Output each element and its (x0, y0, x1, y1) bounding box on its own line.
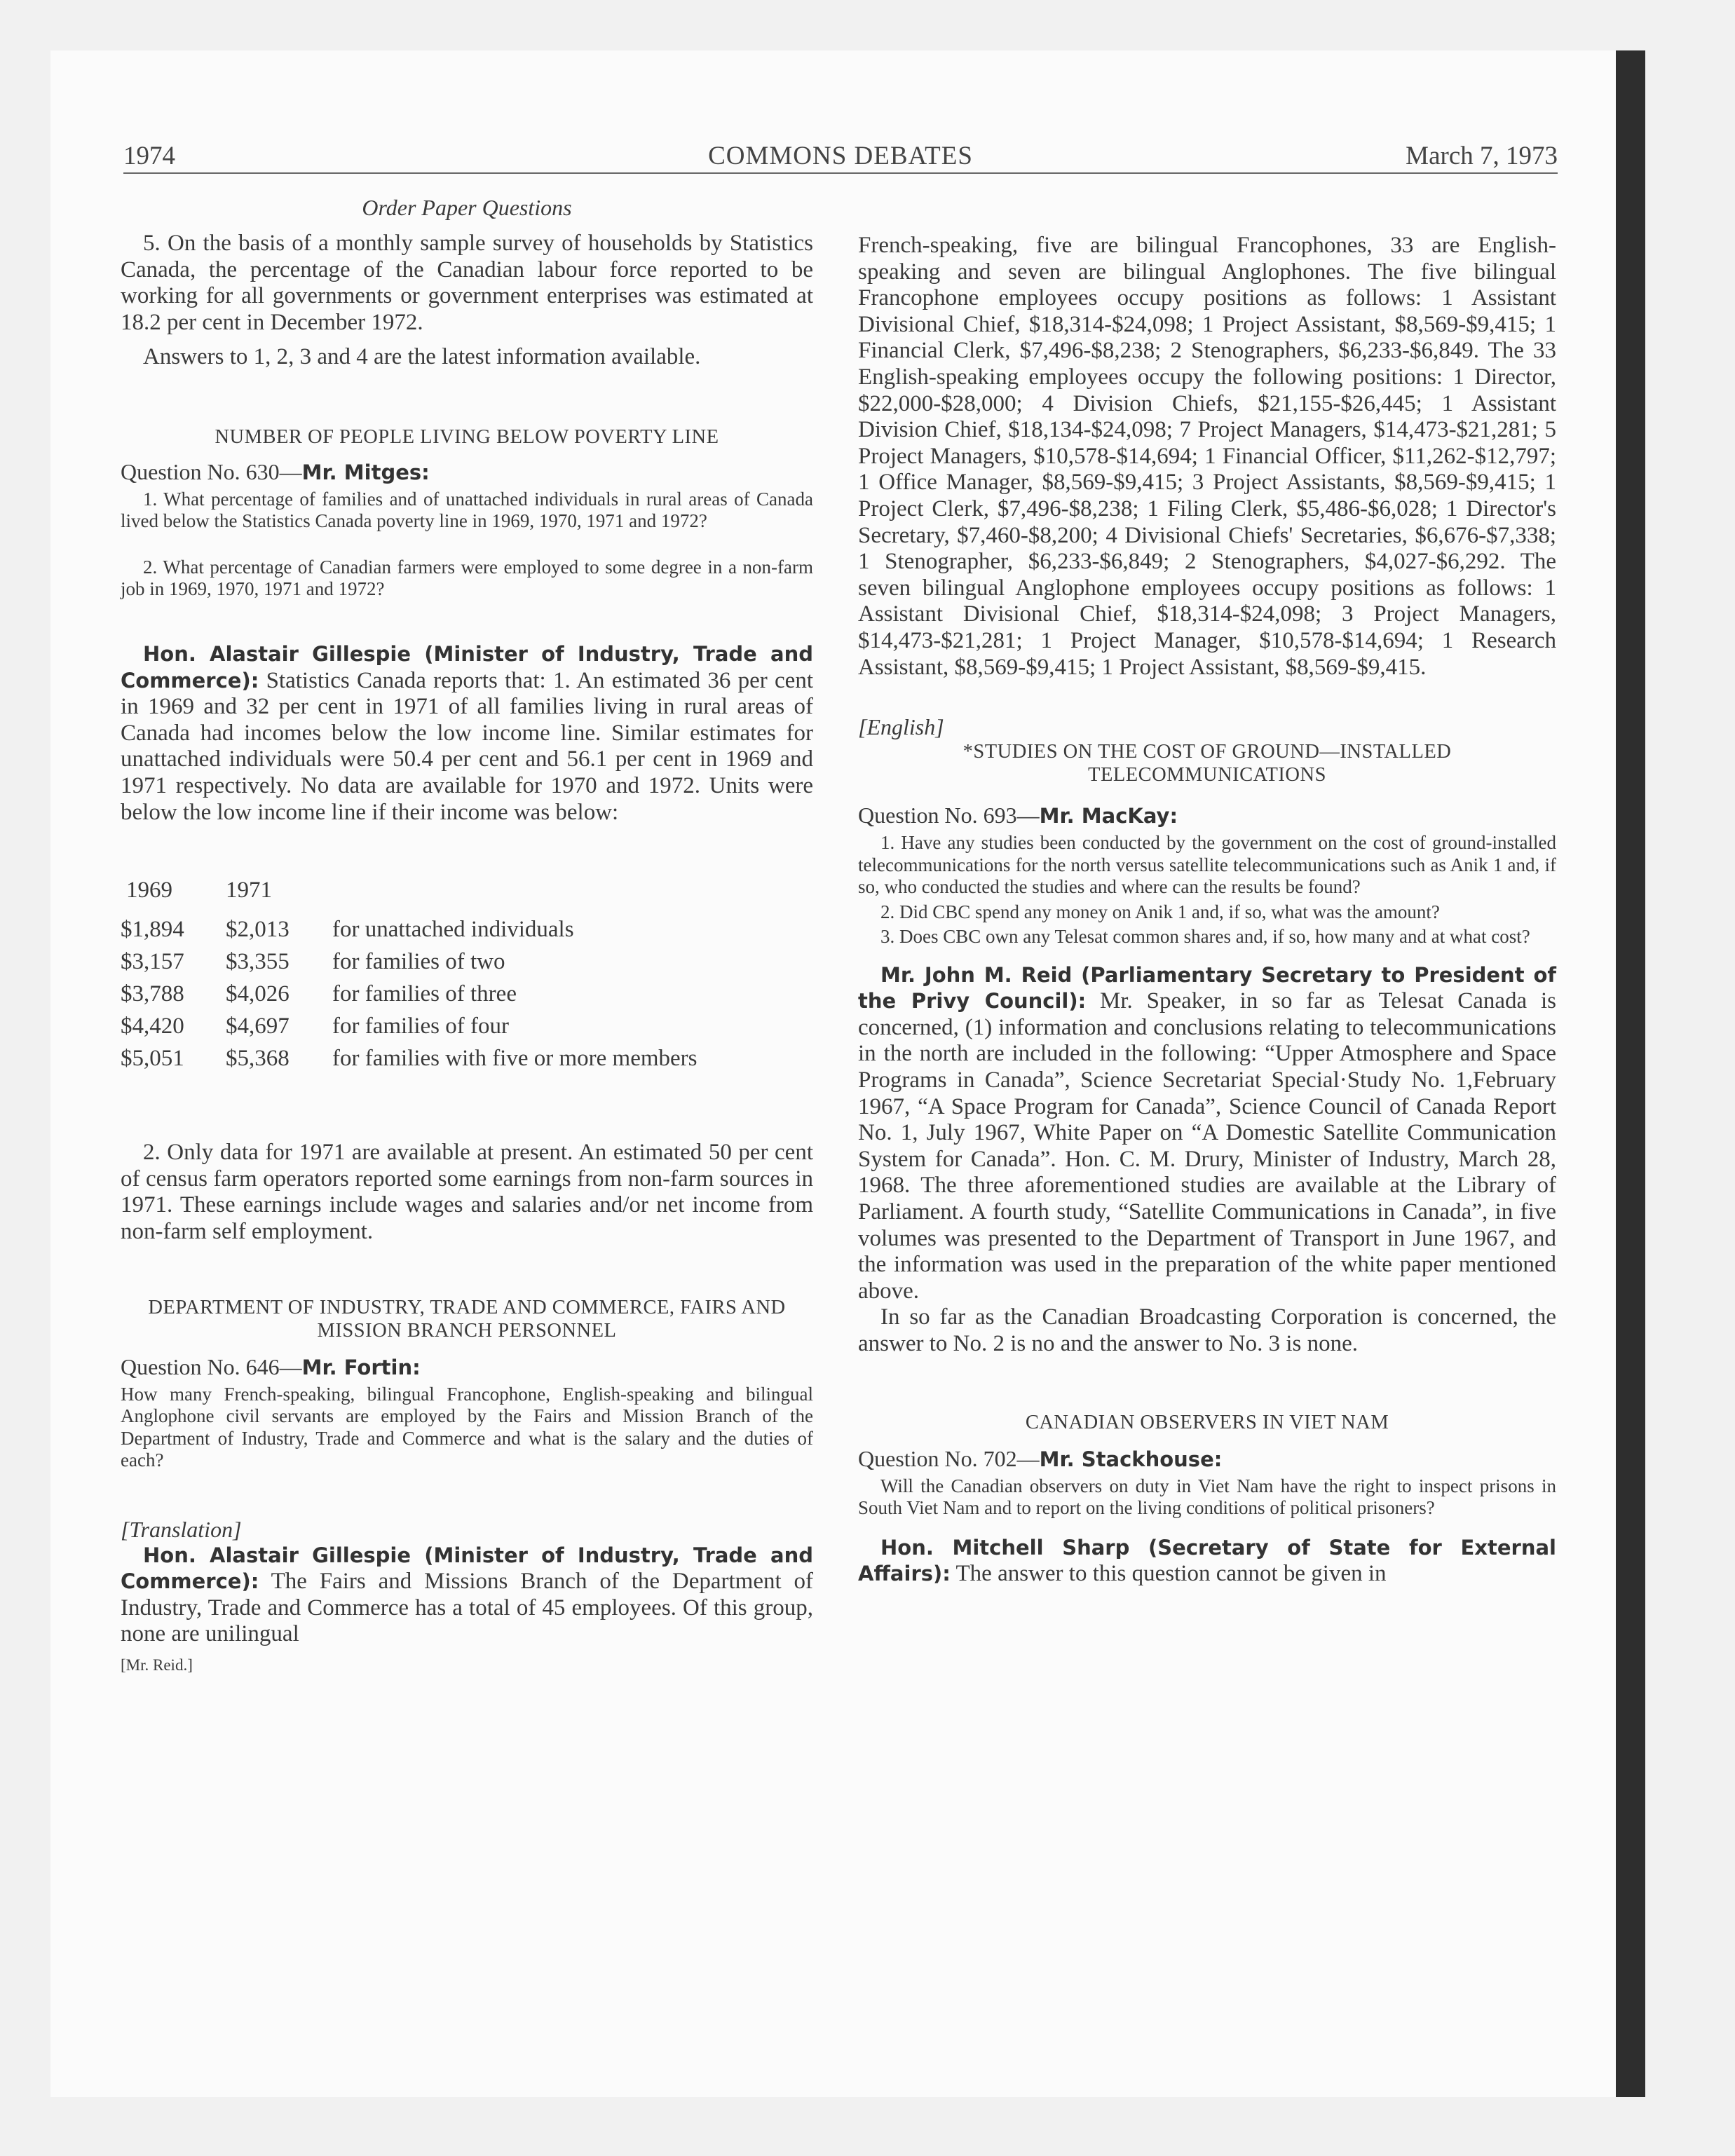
section-heading: *STUDIES ON THE COST OF GROUND—INSTALLED TELECOMMUNICATIONS (962, 741, 1452, 786)
section-heading: CANADIAN OBSERVERS IN VIET NAM (1025, 1411, 1389, 1433)
table-cell: $3,355 (226, 949, 290, 975)
table-cell: for families with five or more members (332, 1046, 698, 1072)
table-cell: $2,013 (226, 917, 290, 943)
member-name: Mr. Mitges: (301, 460, 430, 484)
table-row (121, 1043, 698, 1075)
language-tag: [Translation] (121, 1516, 242, 1542)
question-text: Will the Canadian observers on duty in Viet Nam have the right to inspect prisons in South Viet Nam and to report on the living conditions of political prisoners? (858, 1475, 1556, 1518)
member-name: Mr. Fortin: (301, 1355, 421, 1379)
table-row (121, 914, 698, 946)
speaker-tag: [Mr. Reid.] (121, 1656, 193, 1674)
table-cell: $4,697 (226, 1014, 290, 1039)
question-number: Question No. 630— (121, 458, 302, 484)
page-number: 1974 (123, 142, 175, 170)
table-header-row (121, 875, 698, 907)
paragraph: Answers to 1, 2, 3 and 4 are the latest information available. (143, 344, 701, 370)
table-row (121, 978, 698, 1011)
answer-text: Statistics Canada reports that: 1. An estimated 36 per cent in 1969 and 32 per cent in 1971 of all families living in rural areas of Canada had incomes below the low income line. Similar estimates for unattached individuals were 50.4 per cent and 56.1 per cent in 1969 and 1971 respectively. No data are available for 1970 and 1972. Units were below the low income line if their income was below: (121, 667, 813, 825)
table-row (121, 946, 698, 978)
income-table (121, 875, 698, 1075)
speaker-name: Hon. Mitchell Sharp (Secretary of State for External Affairs): (858, 1535, 1556, 1586)
question-number: Question No. 693— (858, 803, 1040, 828)
speaker-name: Mr. John M. Reid (Parliamentary Secretary to President of the Privy Council): (858, 962, 1556, 1014)
answer-paragraph (858, 1535, 1556, 1588)
table-cell: $1,894 (121, 917, 184, 943)
answer-paragraph (858, 962, 1556, 1305)
table-header: 1969 (126, 878, 172, 903)
section-title: Order Paper Questions (362, 195, 572, 220)
table-cell: $3,788 (121, 981, 184, 1007)
answer-text: The Fairs and Missions Branch of the Department of Industry, Trade and Commerce has a total of 45 employees. Of this group, none are unilingual (121, 1569, 813, 1647)
table-cell: $4,420 (121, 1014, 184, 1039)
section-heading: DEPARTMENT OF INDUSTRY, TRADE AND COMMERCE, FAIRS AND MISSION BRANCH PERSONNEL (148, 1296, 786, 1342)
issue-date: March 7, 1973 (1406, 142, 1558, 170)
answer-text: The answer to this question cannot be given in (950, 1561, 1387, 1587)
table-cell: for families of two (332, 949, 505, 975)
speaker-name: Hon. Alastair Gillespie (Minister of Industry, Trade and Commerce): (121, 641, 813, 692)
question-number: Question No. 646— (121, 1353, 302, 1379)
speaker-name: Hon. Alastair Gillespie (Minister of Industry, Trade and Commerce): (121, 1543, 813, 1594)
question-number: Question No. 702— (858, 1445, 1040, 1471)
question-text: 1. What percentage of families and of unattached individuals in rural areas of Canada lived below the Statistics Canada poverty line in 1969, 1970, 1971 and 1972? (121, 488, 813, 532)
language-tag: [English] (858, 714, 944, 740)
answer-paragraph: 2. Only data for 1971 are available at present. An estimated 50 per cent of census farm operators reported some earnings from non-farm sources in 1971. These earnings include wages and salaries and/or net income from non-farm self employment. (121, 1140, 813, 1244)
table-cell: $5,051 (121, 1046, 184, 1072)
answer-paragraph (121, 641, 813, 826)
question-line (121, 1353, 813, 1381)
right-column (858, 233, 1556, 1588)
table-cell: for families of three (332, 981, 517, 1007)
table-cell: for families of four (332, 1014, 509, 1039)
table-cell: for unattached individuals (332, 917, 574, 943)
paragraph: 5. On the basis of a monthly sample survey of households by Statistics Canada, the percentage of the Canadian labour force reported to be working for all governments or government enterprises was estimated at 18.2 per cent in December 1972. (121, 231, 813, 335)
publication-title: COMMONS DEBATES (708, 142, 973, 170)
member-name: Mr. Stackhouse: (1039, 1447, 1223, 1471)
answer-paragraph: In so far as the Canadian Broadcasting Corporation is concerned, the answer to No. 2 is no and the answer to No. 3 is none. (858, 1304, 1556, 1356)
member-name: Mr. MacKay: (1039, 804, 1178, 828)
table-header (332, 875, 698, 907)
question-line (121, 458, 813, 486)
table-row (121, 1011, 698, 1043)
left-column (121, 195, 813, 1674)
question-line (858, 1445, 1556, 1473)
question-line (858, 802, 1556, 829)
table-cell: $5,368 (226, 1046, 290, 1072)
answer-paragraph: French-speaking, five are bilingual Francophones, 33 are English- speaking and seven are bilingual Anglophones. The five bilingual Francophone employees occupy positions as follows: 1 Assistant Divisional Chief, $18,314-$24,098; 1 Project Assistant, $8,569-$9,415; 1 Financial Clerk, $7,496-$8,238; 2 Stenographers, $6,233-$6,849. The 33 English-speaking employees occupy the following positions: 1 Director, $22,000-$28,000; 4 Division Chiefs, $21,155-$26,445; 1 Assistant Division Chief, $18,134-$24,098; 7 Project Managers, $14,473-$21,281; 5 Project Managers, $10,578-$14,694; 1 Financial Officer, $11,262-$12,797; 1 Office Manager, $8,569-$9,415; 3 Project Assistants, $8,569-$9,415; 1 Project Clerk, $7,496-$8,238; 1 Filing Clerk, $5,486-$6,028; 1 Director's Secretary, $7,460-$8,200; 4 Divisional Chiefs' Secretaries, $6,676-$7,338; 1 Stenographer, $6,233-$6,849; 2 Stenographers, $4,027-$6,292. The seven bilingual Anglophone employees occupy positions as follows: 1 Assistant Divisional Chief, $18,314-$24,098; 3 Project Managers, $14,473-$21,281; 1 Project Manager, $10,578-$14,694; 1 Research Assistant, $8,569-$9,415; 1 Project Assistant, $8,569-$9,415. (858, 233, 1556, 680)
question-text: 2. Did CBC spend any money on Anik 1 and, if so, what was the amount? (880, 901, 1440, 922)
table-cell: $4,026 (226, 981, 290, 1007)
page-header (123, 139, 1558, 174)
question-text: 2. What percentage of Canadian farmers were employed to some degree in a non-farm job in 1969, 1970, 1971 and 1972? (121, 556, 813, 600)
table-header: 1971 (226, 878, 272, 903)
table-cell: $3,157 (121, 949, 184, 975)
section-heading: NUMBER OF PEOPLE LIVING BELOW POVERTY LINE (215, 425, 719, 448)
answer-paragraph (121, 1543, 813, 1648)
question-text: 3. Does CBC own any Telesat common shares and, if so, how many and at what cost? (880, 926, 1530, 948)
scan-edge-bar (1616, 50, 1645, 2097)
question-text: How many French-speaking, bilingual Francophone, English-speaking and bilingual Anglophone civil servants are employed by the Fairs and Mission Branch of the Department of Industry, Trade and Commerce and what is the salary and the duties of each? (121, 1383, 813, 1471)
question-text: 1. Have any studies been conducted by the government on the cost of ground-installed telecommunications for the north versus satellite telecommunications such as Anik 1 and, if so, who conducted the studies and where can the results be found? (858, 832, 1556, 898)
answer-text: Mr. Speaker, in so far as Telesat Canada is concerned, (1) information and conclusions relating to telecommunications in the north are included in the following: “Upper Atmosphere and Space Programs in Canada”, Science Secretariat Special·Study No. 1,February 1967, “A Space Program for Canada”, Science Council of Canada Report No. 1, July 1967, White Paper on “A Domestic Satellite Communication System for Canada”. Hon. C. M. Drury, Minister of Industry, March 28, 1968. The three aforementioned studies are available at the Library of Parliament. A fourth study, “Satellite Communications in Canada”, in five volumes was presented to the Department of Transport in June 1967, and the information was used in the preparation of the white paper mentioned above. (858, 988, 1556, 1304)
